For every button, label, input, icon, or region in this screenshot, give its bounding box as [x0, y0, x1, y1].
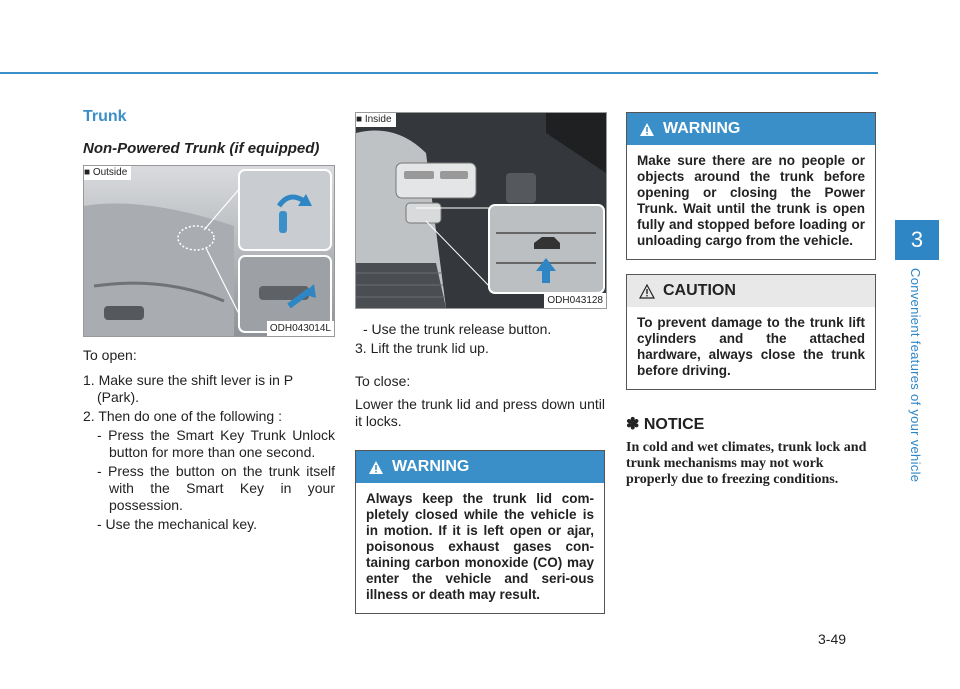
column-right — [626, 112, 876, 488]
caution-triangle-icon — [639, 284, 655, 299]
chapter-title: Convenient features of your vehicle — [908, 268, 923, 483]
inside-photo-illustration — [356, 113, 606, 308]
open-heading: To open: — [83, 347, 137, 363]
open-option-3: - Use the mechanical key. — [97, 516, 258, 532]
section-subtitle: Non-Powered Trunk (if equipped) — [83, 140, 320, 157]
open-step-1: 1. Make sure the shift lever is in P (Park). — [83, 372, 293, 405]
outside-photo-label: ■ Outside — [84, 166, 131, 180]
caution-box-title: CAUTION — [663, 282, 736, 299]
warning-box-text: Always keep the trunk lid com-pletely closed while the vehicle is in motion. If it is left open or ajar, poisonous exhaust gases con-taining carbon monoxide (CO) may enter the vehicle and seri-ous illness or death may result. — [366, 491, 594, 602]
warning-box-title: WARNING — [392, 458, 470, 475]
caution-box-text: To prevent damage to the trunk lift cylinders and the attached hardware, always close the trunk before driving. — [637, 315, 865, 378]
warning-box-trunk-lid — [355, 450, 605, 614]
column-middle — [355, 112, 605, 614]
caution-box-header — [627, 275, 875, 307]
caution-box — [626, 274, 876, 390]
notice-star-icon: ✽ — [626, 416, 640, 433]
notice-heading — [626, 414, 876, 434]
close-text: Lower the trunk lid and press down until it locks. — [355, 396, 605, 429]
outside-photo-code: ODH043014L — [267, 321, 334, 336]
outside-photo — [83, 165, 335, 337]
inside-photo-label: ■ Inside — [356, 113, 396, 127]
warning-box-header — [627, 113, 875, 145]
open-option-2: - Press the button on the trunk itself with the Smart Key in your possession. — [97, 463, 335, 513]
warning-box-text: Make sure there are no people or objects around the trunk before opening or closing the Power Trunk. Wait until the trunk is open fully and stopped before loading or unloading cargo from the vehicle. — [637, 153, 865, 248]
notice-title: NOTICE — [643, 416, 705, 433]
warning-triangle-icon — [639, 122, 655, 137]
outside-photo-illustration — [84, 166, 334, 336]
open-step-2: 2. Then do one of the following : — [83, 408, 282, 424]
warning-triangle-icon — [368, 460, 384, 475]
open-step-3: 3. Lift the trunk lid up. — [355, 340, 489, 356]
page-number: 3-49 — [818, 631, 847, 647]
warning-box-power-trunk — [626, 112, 876, 260]
notice-text: In cold and wet climates, trunk lock and trunk mechanisms may not work properly due to freezing conditions. — [626, 440, 867, 487]
close-heading: To close: — [355, 373, 411, 389]
header-rule — [0, 72, 878, 74]
inside-photo — [355, 112, 607, 309]
warning-box-header — [356, 451, 604, 483]
warning-box-title: WARNING — [663, 120, 741, 137]
inside-photo-code: ODH043128 — [544, 293, 606, 308]
chapter-number-tab: 3 — [895, 220, 939, 260]
open-option-1: - Press the Smart Key Trunk Unlock button for more than one second. — [97, 427, 335, 460]
open-option-4: - Use the trunk release button. — [363, 321, 552, 337]
column-left — [83, 108, 335, 535]
section-title: Trunk — [83, 108, 127, 125]
